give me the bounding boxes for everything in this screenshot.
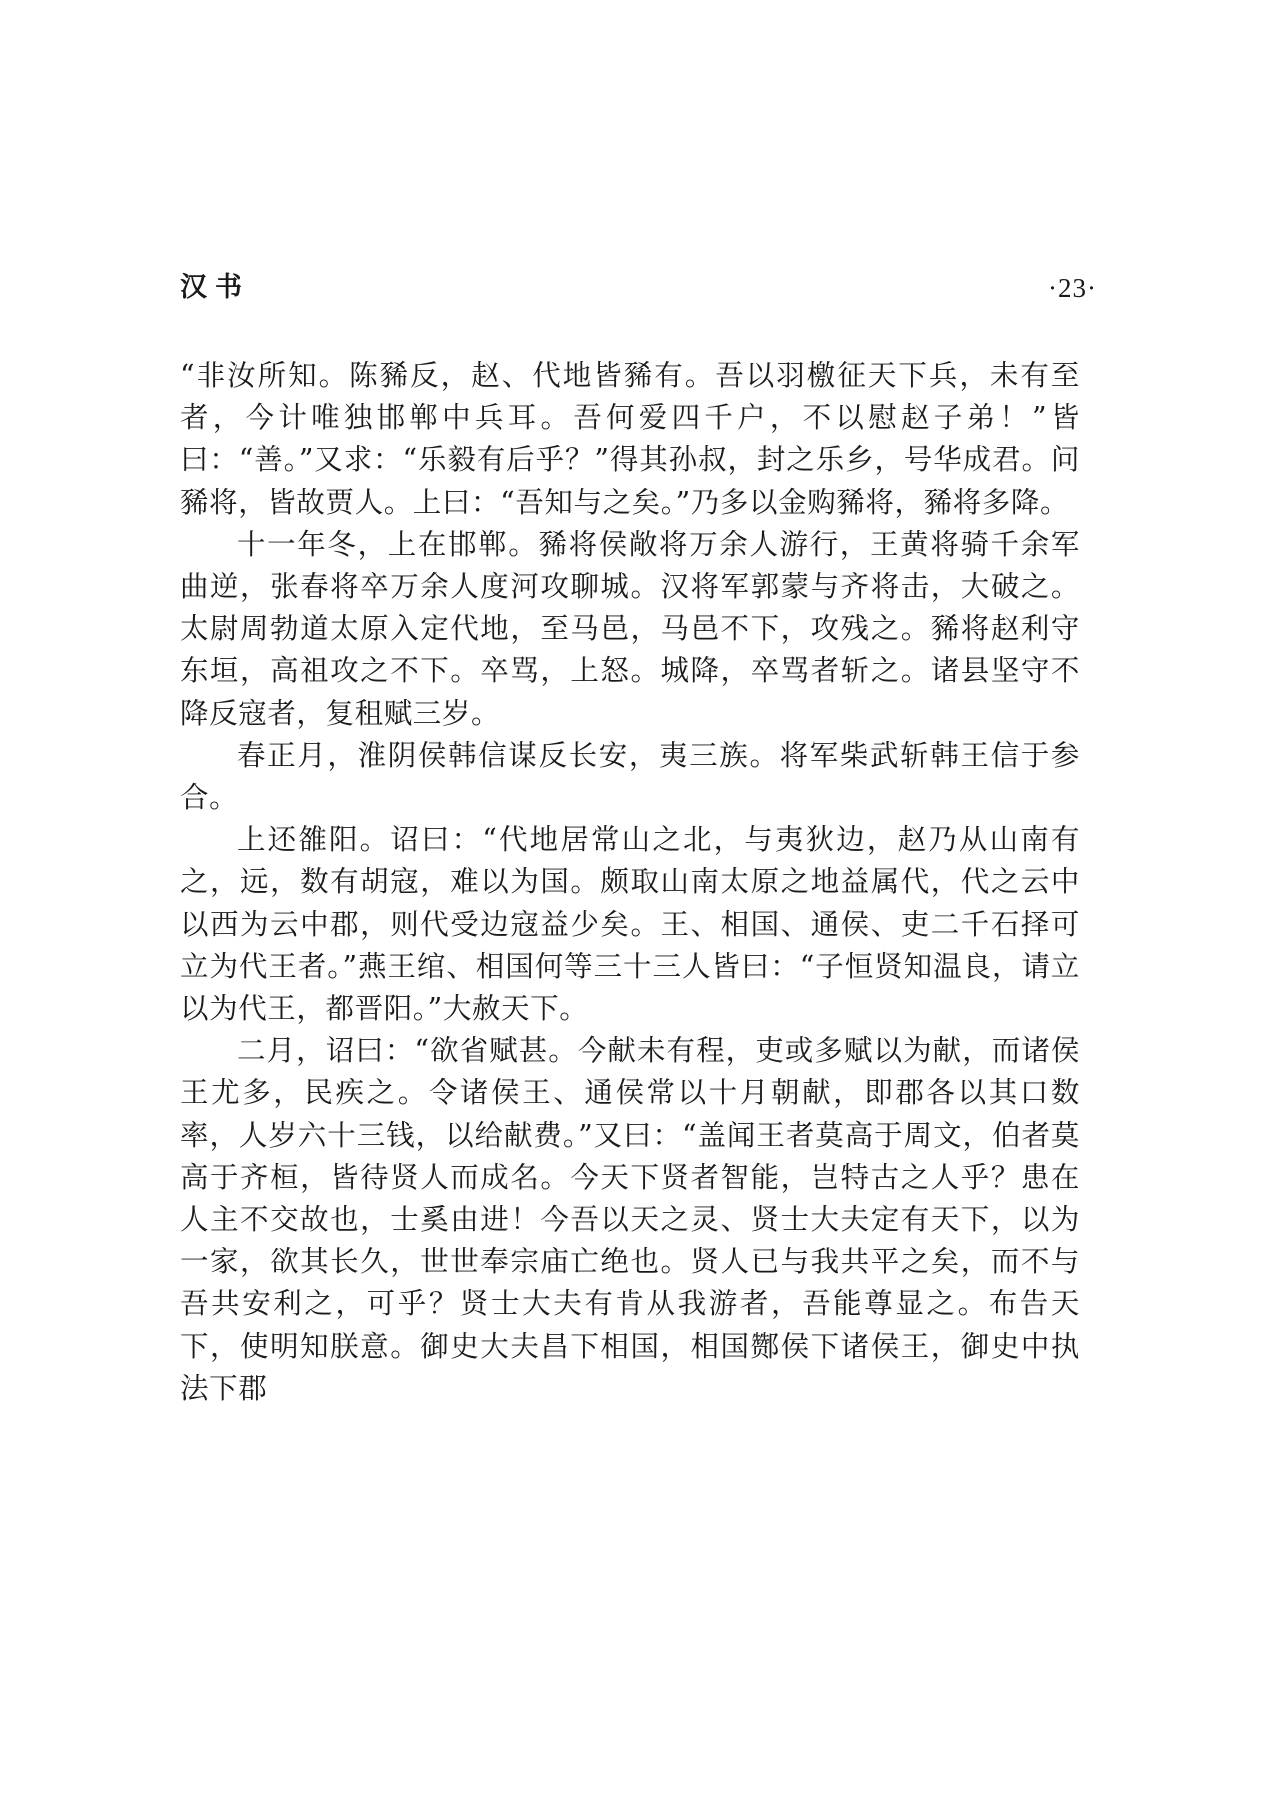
main-text — [180, 355, 1080, 1410]
paragraph-1: “非汝所知。陈豨反，赵、代地皆豨有。吾以羽檄征天下兵，未有至者，今计唯独邯郸中兵耳。吾何爱四千户，不以慰赵子弟！”皆曰：“善。”又求：“乐毅有后乎？”得其孙叔，封之乐乡，号华成君。问豨将，皆故贾人。上曰：“吾知与之矣。”乃多以金购豨将，豨将多降。 — [180, 359, 1080, 519]
page-number: ·23· — [1048, 273, 1097, 303]
book-title: 汉书 — [180, 272, 250, 303]
paragraph-4: 上还雒阳。诏曰：“代地居常山之北，与夷狄边，赵乃从山南有之，远，数有胡寇，难以为国。颇取山南太原之地益属代，代之云中以西为云中郡，则代受边寇益少矣。王、相国、通侯、吏二千石择可立为代王者。”燕王绾、相国何等三十三人皆曰：“子恒贤知温良，请立以为代王，都晋阳。”大赦天下。 — [180, 823, 1080, 1026]
paragraph-5: 二月，诏曰：“欲省赋甚。今献未有程，吏或多赋以为献，而诸侯王尤多，民疾之。令诸侯王、通侯常以十月朝献，即郡各以其口数率，人岁六十三钱，以给献费。”又曰：“盖闻王者莫高于周文，伯者莫高于齐桓，皆待贤人而成名。今天下贤者智能，岂特古之人乎？患在人主不交故也，士奚由进！今吾以天之灵、贤士大夫定有天下，以为一家，欲其长久，世世奉宗庙亡绝也。贤人已与我共平之矣，而不与吾共安利之，可乎？贤士大夫有肯从我游者，吾能尊显之。布告天下，使明知朕意。御史大夫昌下相国，相国酂侯下诸侯王，御史中执法下郡 — [180, 1034, 1080, 1405]
page-header — [180, 270, 1097, 310]
paragraph-2: 十一年冬，上在邯郸。豨将侯敞将万余人游行，王黄将骑千余军曲逆，张春将卒万余人度河攻聊城。汉将军郭蒙与齐将击，大破之。太尉周勃道太原入定代地，至马邑，马邑不下，攻残之。豨将赵利守东垣，高祖攻之不下。卒骂，上怒。城降，卒骂者斩之。诸县坚守不降反寇者，复租赋三岁。 — [180, 527, 1080, 730]
paragraph-3: 春正月，淮阴侯韩信谋反长安，夷三族。将军柴武斩韩王信于参合。 — [180, 738, 1080, 815]
